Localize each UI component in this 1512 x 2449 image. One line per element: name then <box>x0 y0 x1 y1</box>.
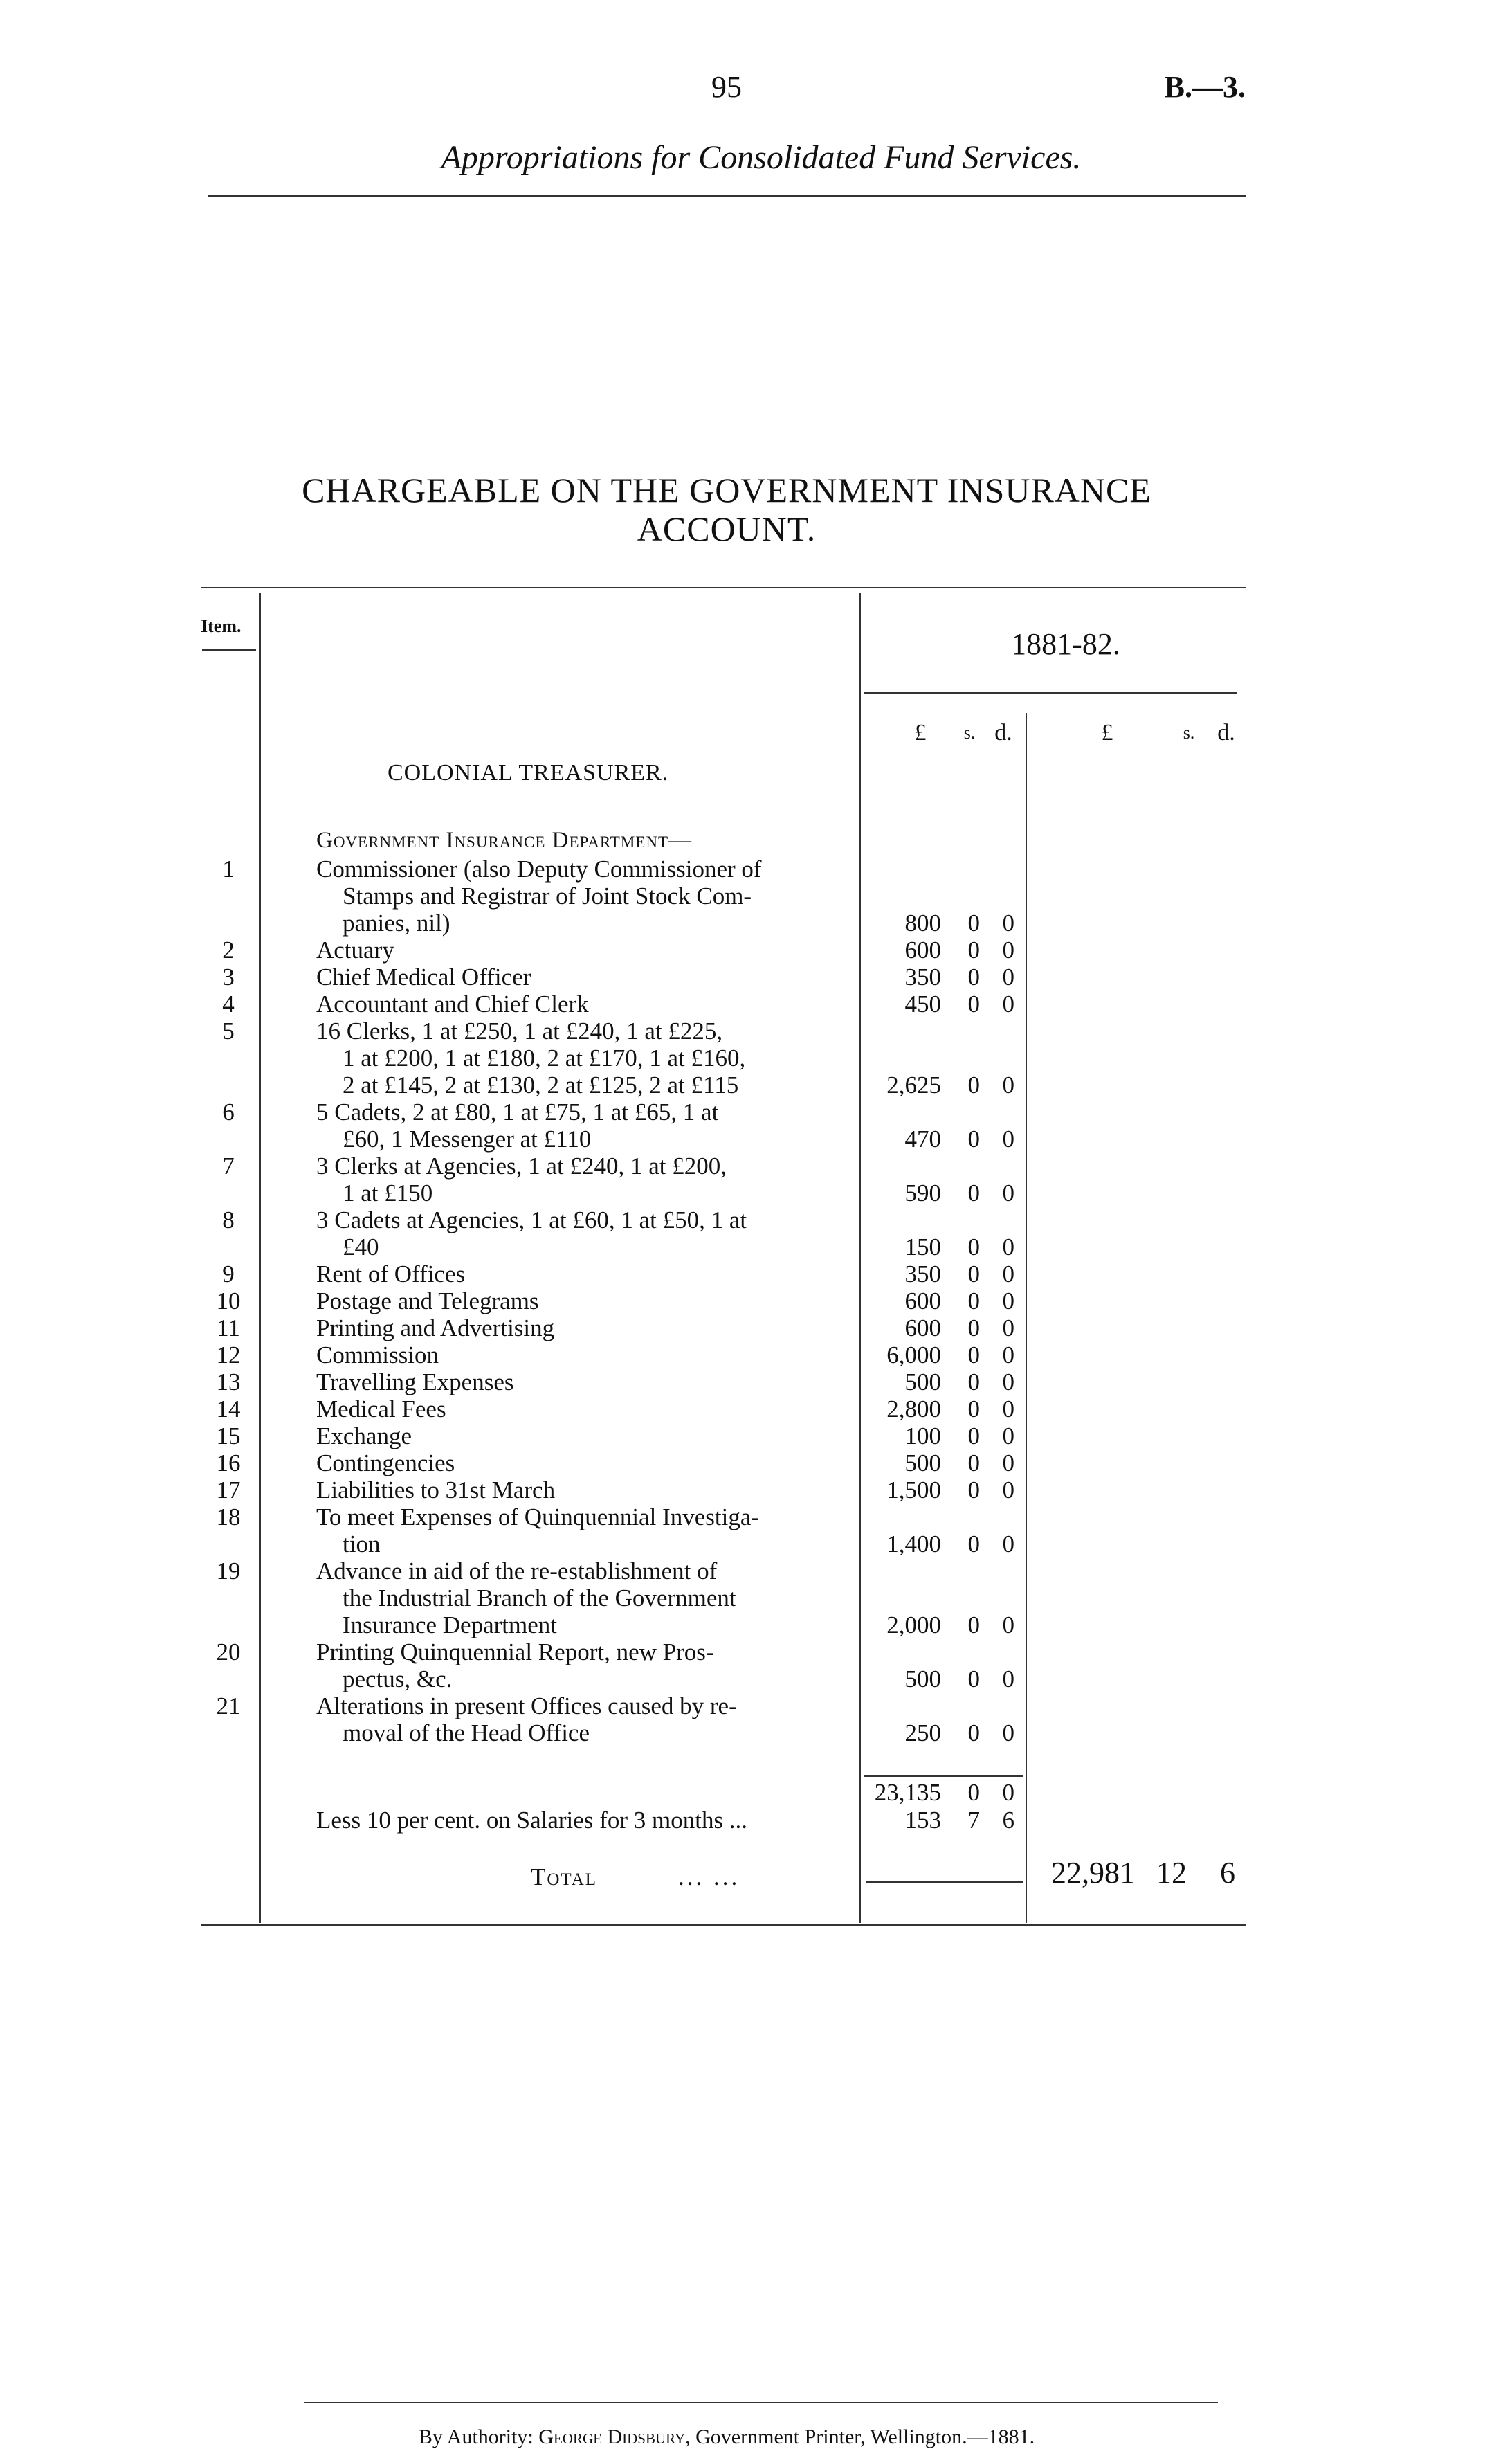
item-description <box>316 1018 842 1099</box>
item-description <box>316 1449 842 1476</box>
description-line: To meet Expenses of Quinquennial Investiga- <box>316 1503 760 1530</box>
item-description <box>316 1692 842 1746</box>
amount-pounds: 1,400 <box>886 1530 941 1557</box>
total-pence: 6 <box>1220 1856 1235 1890</box>
deduction-pounds: 153 <box>904 1807 941 1834</box>
subtotal-pounds: 23,135 <box>874 1779 941 1806</box>
year-header-rule <box>864 692 1237 694</box>
amount-shillings: 0 <box>967 1530 980 1557</box>
amount-pounds: 6,000 <box>886 1341 941 1368</box>
subtotal-rule <box>864 1775 1023 1777</box>
description-line: Rent of Offices <box>316 1260 466 1287</box>
item-description <box>316 1314 842 1341</box>
amount-pounds: 350 <box>904 1260 941 1287</box>
description-line: Actuary <box>316 937 394 964</box>
item-description <box>316 1638 842 1692</box>
printer-name: George Didsbury <box>538 2425 686 2448</box>
imprint-prefix: By Authority: <box>418 2425 534 2448</box>
amount-pounds: 500 <box>904 1449 941 1476</box>
amount-shillings: 0 <box>967 1233 980 1260</box>
total-pounds: 22,981 <box>1051 1856 1135 1890</box>
deduction-label: Less 10 per cent. on Salaries for 3 months ... <box>316 1807 748 1834</box>
description-line: £40 <box>343 1233 379 1260</box>
item-number: 11 <box>217 1314 240 1341</box>
amount-pounds: 2,800 <box>886 1395 941 1422</box>
total-rule <box>866 1881 1023 1883</box>
amount-pence: 0 <box>1002 1719 1014 1746</box>
amount-pounds: 470 <box>904 1126 941 1153</box>
item-description <box>316 991 842 1018</box>
pounds-header-2: £ <box>1101 720 1113 745</box>
pence-header-1: d. <box>994 720 1012 745</box>
description-line: Liabilities to 31st March <box>316 1476 556 1503</box>
item-description <box>316 856 842 937</box>
description-line: 1 at £150 <box>343 1180 433 1207</box>
item-number: 2 <box>222 937 235 964</box>
description-line: Postage and Telegrams <box>316 1287 539 1314</box>
item-description <box>316 964 842 991</box>
description-line: Alterations in present Offices caused by re- <box>316 1692 737 1719</box>
page-number: 95 <box>711 70 742 104</box>
amount-pence: 0 <box>1002 1260 1014 1287</box>
description-line: Contingencies <box>316 1449 455 1476</box>
description-line: Commissioner (also Deputy Commissioner of <box>316 856 762 883</box>
amount-pounds: 1,500 <box>886 1476 941 1503</box>
amount-pence: 0 <box>1002 910 1014 937</box>
description-line: Accountant and Chief Clerk <box>316 991 589 1018</box>
amount-pence: 0 <box>1002 1476 1014 1503</box>
item-number: 18 <box>216 1503 241 1530</box>
amount-pounds: 590 <box>904 1180 941 1207</box>
item-number: 9 <box>222 1260 235 1287</box>
amount-pounds: 150 <box>904 1233 941 1260</box>
table-top-rule <box>201 587 1246 588</box>
description-line: Printing and Advertising <box>316 1314 555 1341</box>
item-description <box>316 1260 842 1287</box>
amount-pence: 0 <box>1002 1287 1014 1314</box>
amount-pence: 0 <box>1002 964 1014 991</box>
description-line: 16 Clerks, 1 at £250, 1 at £240, 1 at £225, <box>316 1018 723 1045</box>
item-number: 14 <box>216 1395 241 1422</box>
amount-pounds: 350 <box>904 964 941 991</box>
total-label: Total <box>531 1863 598 1890</box>
page-subtitle: Appropriations for Consolidated Fund Services. <box>441 139 1082 176</box>
item-description <box>316 937 842 964</box>
amount-shillings: 0 <box>967 1395 980 1422</box>
imprint-suffix: , Government Printer, Wellington.—1881. <box>685 2425 1035 2448</box>
pence-header-2: d. <box>1217 720 1235 745</box>
amount-pence: 0 <box>1002 1314 1014 1341</box>
amount-pounds: 250 <box>904 1719 941 1746</box>
total-shillings: 12 <box>1156 1856 1187 1890</box>
item-number: 17 <box>216 1476 241 1503</box>
description-line: Medical Fees <box>316 1395 446 1422</box>
item-number: 13 <box>216 1368 241 1395</box>
description-line: Printing Quinquennial Report, new Pros- <box>316 1638 714 1665</box>
document-reference: B.—3. <box>1164 70 1246 104</box>
amount-pence: 0 <box>1002 1233 1014 1260</box>
amount-pence: 0 <box>1002 1422 1014 1449</box>
item-description <box>316 1341 842 1368</box>
item-number: 10 <box>216 1287 241 1314</box>
item-header-underline <box>202 649 256 651</box>
amount-pence: 0 <box>1002 1611 1014 1638</box>
printer-imprint <box>208 2425 1246 2449</box>
amount-shillings: 0 <box>967 1719 980 1746</box>
amount-shillings: 0 <box>967 991 980 1018</box>
amount-pence: 0 <box>1002 1449 1014 1476</box>
amount-pence: 0 <box>1002 1368 1014 1395</box>
description-line: pectus, &c. <box>343 1665 453 1692</box>
amount-shillings: 0 <box>967 1180 980 1207</box>
description-line: panies, nil) <box>343 910 450 937</box>
item-number: 3 <box>222 964 235 991</box>
item-column-divider <box>259 593 261 1923</box>
item-number: 8 <box>222 1207 235 1233</box>
amount-pence: 0 <box>1002 1341 1014 1368</box>
amount-pounds: 600 <box>904 1287 941 1314</box>
item-description <box>316 1368 842 1395</box>
footer-rule <box>304 2402 1218 2403</box>
year-header: 1881-82. <box>1011 627 1120 661</box>
description-line: 5 Cadets, 2 at £80, 1 at £75, 1 at £65, 1 at <box>316 1099 719 1126</box>
amount-pounds: 100 <box>904 1422 941 1449</box>
amount-shillings: 0 <box>967 1072 980 1099</box>
subtotal-pence: 0 <box>1002 1779 1014 1806</box>
amount-shillings: 0 <box>967 910 980 937</box>
description-line: Chief Medical Officer <box>316 964 531 991</box>
title-line-2: ACCOUNT. <box>637 509 817 548</box>
item-description <box>316 1503 842 1557</box>
description-line: 2 at £145, 2 at £130, 2 at £125, 2 at £115 <box>343 1072 739 1099</box>
amount-pence: 0 <box>1002 1126 1014 1153</box>
amount-shillings: 0 <box>967 1260 980 1287</box>
item-number: 20 <box>216 1638 241 1665</box>
description-line: Travelling Expenses <box>316 1368 514 1395</box>
amount-pounds: 600 <box>904 1314 941 1341</box>
description-line: Advance in aid of the re-establishment of <box>316 1557 718 1584</box>
amount-pounds: 800 <box>904 910 941 937</box>
item-number: 12 <box>216 1341 241 1368</box>
pounds-header-1: £ <box>914 720 927 745</box>
item-number: 15 <box>216 1422 241 1449</box>
amount-pence: 0 <box>1002 1665 1014 1692</box>
item-number: 6 <box>222 1099 235 1126</box>
amount-pounds: 450 <box>904 991 941 1018</box>
amount-pounds: 600 <box>904 937 941 964</box>
item-description <box>316 1153 842 1207</box>
shillings-header-1: s. <box>963 723 976 743</box>
amount-shillings: 0 <box>967 1665 980 1692</box>
table-bottom-rule <box>201 1924 1246 1926</box>
item-number: 1 <box>222 856 235 883</box>
amount-shillings: 0 <box>967 964 980 991</box>
item-number: 7 <box>222 1153 235 1180</box>
description-line: 1 at £200, 1 at £180, 2 at £170, 1 at £160, <box>343 1045 746 1072</box>
amount-pence: 0 <box>1002 1072 1014 1099</box>
amount-pounds: 500 <box>904 1368 941 1395</box>
amount-pence: 0 <box>1002 1530 1014 1557</box>
shillings-header-2: s. <box>1183 723 1195 743</box>
item-description <box>316 1422 842 1449</box>
description-line: moval of the Head Office <box>343 1719 590 1746</box>
amount-pence: 0 <box>1002 1395 1014 1422</box>
subtotal-shillings: 0 <box>967 1779 980 1806</box>
description-line: £60, 1 Messenger at £110 <box>343 1126 592 1153</box>
item-description <box>316 1207 842 1260</box>
department-heading: Government Insurance Department— <box>316 828 693 853</box>
subtotal-column-divider <box>1026 713 1027 1923</box>
amount-shillings: 0 <box>967 1449 980 1476</box>
amount-pence: 0 <box>1002 991 1014 1018</box>
item-number: 5 <box>222 1018 235 1045</box>
amount-shillings: 0 <box>967 1611 980 1638</box>
amount-shillings: 0 <box>967 1341 980 1368</box>
amount-shillings: 0 <box>967 1126 980 1153</box>
item-description <box>316 1476 842 1503</box>
description-line: Commission <box>316 1341 439 1368</box>
description-line: 3 Clerks at Agencies, 1 at £240, 1 at £200, <box>316 1153 727 1180</box>
amount-pounds: 2,000 <box>886 1611 941 1638</box>
deduction-shillings: 7 <box>967 1807 980 1834</box>
amount-shillings: 0 <box>967 1422 980 1449</box>
deduction-pence: 6 <box>1002 1807 1014 1834</box>
amount-shillings: 0 <box>967 937 980 964</box>
item-description <box>316 1287 842 1314</box>
amount-shillings: 0 <box>967 1287 980 1314</box>
item-column-header: Item. <box>201 616 242 636</box>
description-line: Stamps and Registrar of Joint Stock Com- <box>343 883 752 910</box>
item-number: 19 <box>216 1557 241 1584</box>
amount-pence: 0 <box>1002 1180 1014 1207</box>
amount-pence: 0 <box>1002 937 1014 964</box>
description-line: Exchange <box>316 1422 412 1449</box>
description-line: Insurance Department <box>343 1611 557 1638</box>
item-description <box>316 1557 842 1638</box>
section-heading: COLONIAL TREASURER. <box>388 760 669 786</box>
amount-shillings: 0 <box>967 1476 980 1503</box>
description-line: tion <box>343 1530 381 1557</box>
description-line: 3 Cadets at Agencies, 1 at £60, 1 at £50, 1 at <box>316 1207 747 1233</box>
item-number: 4 <box>222 991 235 1018</box>
amount-pounds: 2,625 <box>886 1072 941 1099</box>
title-line-1: CHARGEABLE ON THE GOVERNMENT INSURANCE <box>302 471 1151 509</box>
description-line: the Industrial Branch of the Government <box>343 1584 736 1611</box>
item-number: 16 <box>216 1449 241 1476</box>
header-rule <box>208 195 1246 197</box>
item-number: 21 <box>216 1692 241 1719</box>
amount-shillings: 0 <box>967 1314 980 1341</box>
amount-shillings: 0 <box>967 1368 980 1395</box>
item-description <box>316 1099 842 1153</box>
page-title <box>221 471 1232 548</box>
amount-pounds: 500 <box>904 1665 941 1692</box>
total-leader: ... ... <box>678 1863 740 1890</box>
item-description <box>316 1395 842 1422</box>
